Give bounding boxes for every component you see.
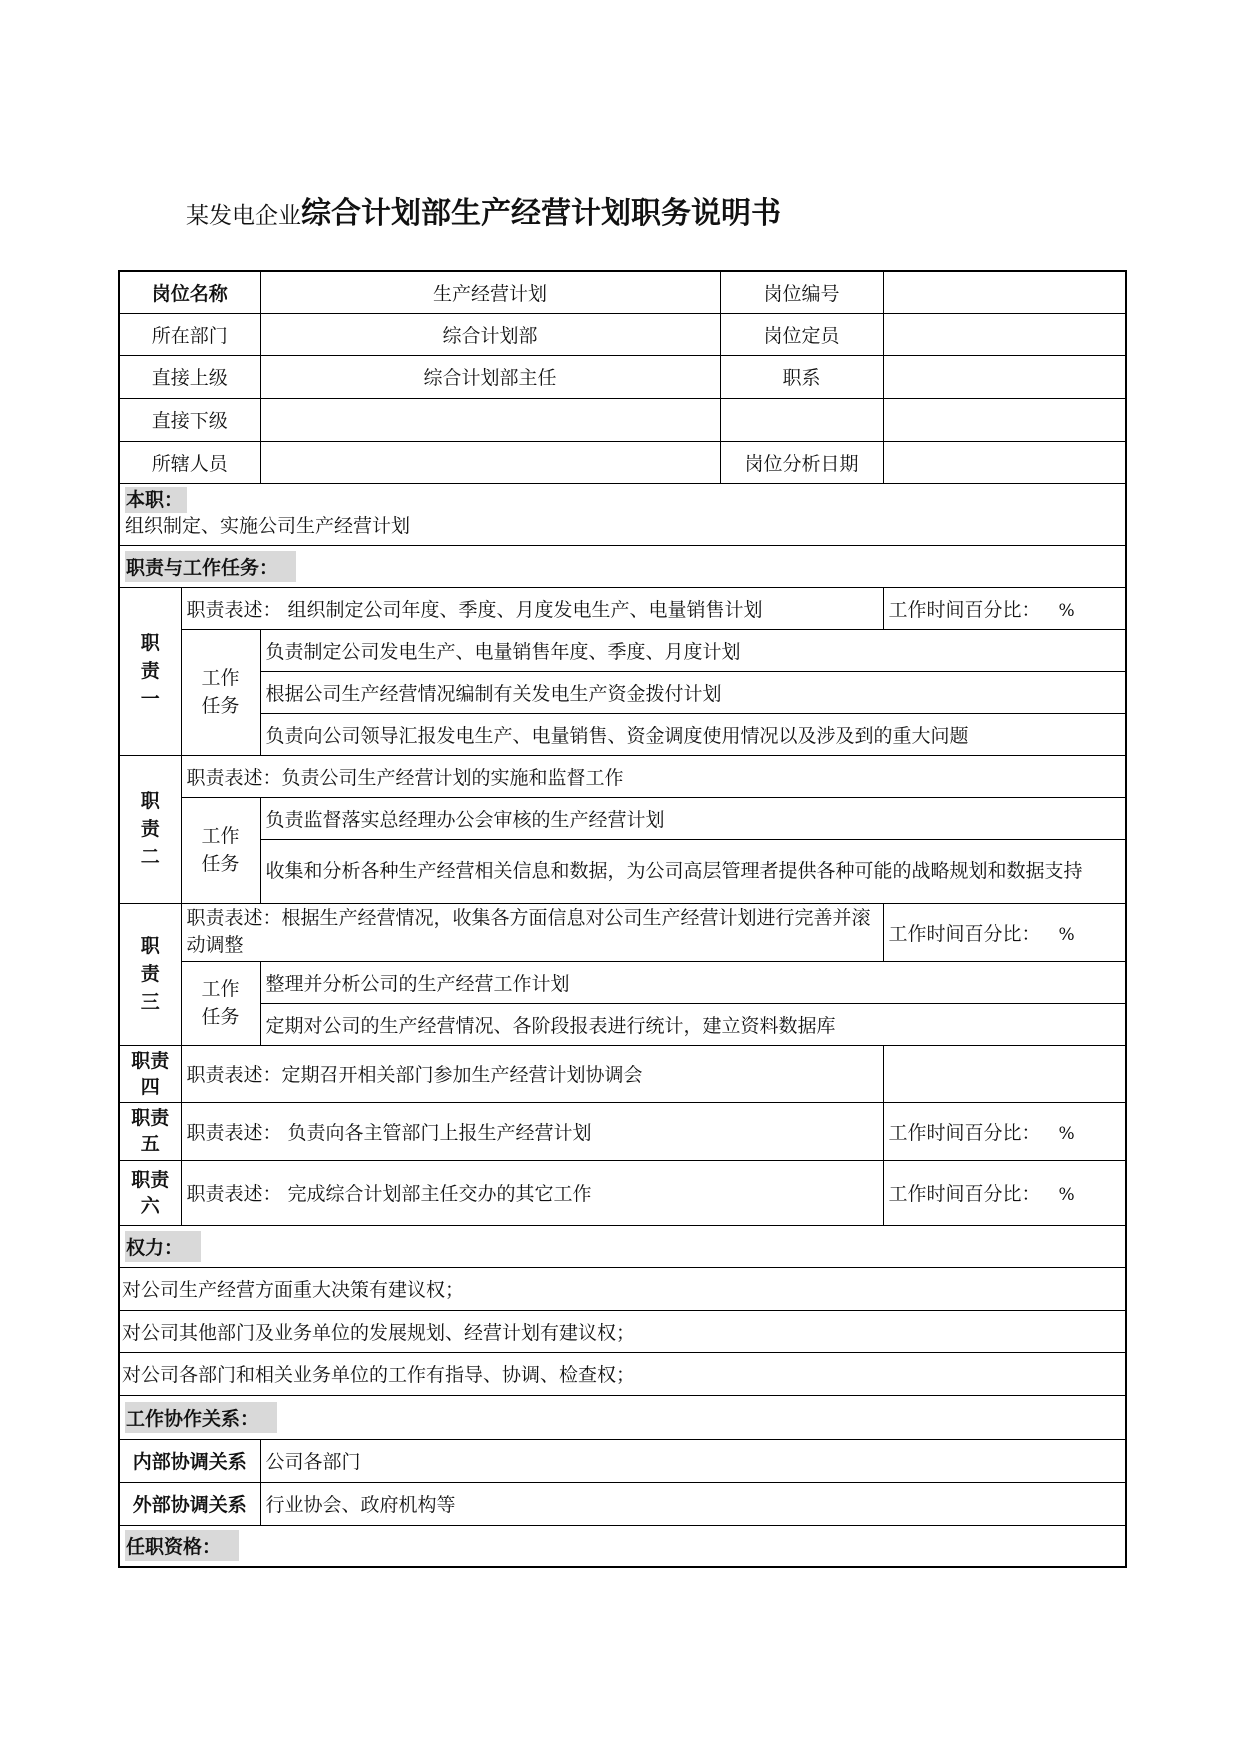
duty-6-row — [119, 1160, 1126, 1225]
row-duties-header — [119, 545, 1126, 587]
duty-5-row — [119, 1102, 1126, 1160]
duty-1-task-2: 根据公司生产经营情况编制有关发电生产资金拨付计划 — [260, 671, 1126, 713]
row-dept — [119, 313, 1126, 355]
duty-3-task-row-1 — [119, 961, 1126, 1003]
row-relations-header — [119, 1395, 1126, 1439]
row-qualification-header — [119, 1525, 1126, 1567]
benzhi-text: 组织制定、实施公司生产经营计划 — [125, 514, 411, 537]
duty-1-task-row-2 — [119, 671, 1126, 713]
document-title — [186, 188, 781, 232]
jurisdiction-label: 所辖人员 — [119, 441, 260, 483]
superior-value: 综合计划部主任 — [260, 355, 720, 398]
row-subordinate — [119, 398, 1126, 441]
duty-3-name: 职 责 三 — [119, 903, 181, 1045]
duty-5-name: 职责 五 — [119, 1102, 181, 1160]
duty-4-desc: 职责表述：定期召开相关部门参加生产经营计划协调会 — [181, 1045, 883, 1102]
subordinate-extra-value — [883, 398, 1126, 441]
duty-1-desc-row — [119, 587, 1126, 629]
post-name-label: 岗位名称 — [119, 271, 260, 313]
post-no-label: 岗位编号 — [720, 271, 883, 313]
duty-2-task-label: 工作 任务 — [181, 797, 260, 903]
jurisdiction-value — [260, 441, 720, 483]
duty-2-task-row-1 — [119, 797, 1126, 839]
duty-6-name: 职责 六 — [119, 1160, 181, 1225]
duty-4-name: 职责 四 — [119, 1045, 181, 1102]
row-internal — [119, 1439, 1126, 1482]
staffing-value — [883, 313, 1126, 355]
duty-3-desc: 职责表述：根据生产经营情况，收集各方面信息对公司生产经营计划进行完善并滚动调整 — [181, 903, 883, 961]
duty-3-desc-row — [119, 903, 1126, 961]
duties-section-label: 职责与工作任务： — [125, 551, 296, 582]
staffing-label: 岗位定员 — [720, 313, 883, 355]
duty-3-pct: 工作时间百分比： % — [883, 903, 1126, 961]
power-item-row-3 — [119, 1352, 1126, 1395]
benzhi-cell — [119, 483, 1126, 545]
analysis-date-label: 岗位分析日期 — [720, 441, 883, 483]
power-item-2: 对公司其他部门及业务单位的发展规划、经营计划有建议权； — [119, 1310, 1126, 1352]
duty-2-task-1: 负责监督落实总经理办公会审核的生产经营计划 — [260, 797, 1126, 839]
row-external — [119, 1482, 1126, 1525]
duty-1-task-row-1 — [119, 629, 1126, 671]
duty-1-task-1: 负责制定公司发电生产、电量销售年度、季度、月度计划 — [260, 629, 1126, 671]
dept-value: 综合计划部 — [260, 313, 720, 355]
duty-5-desc: 职责表述： 负责向各主管部门上报生产经营计划 — [181, 1102, 883, 1160]
duty-1-desc: 职责表述： 组织制定公司年度、季度、月度发电生产、电量销售计划 — [181, 587, 883, 629]
row-post-name — [119, 271, 1126, 313]
row-jurisdiction — [119, 441, 1126, 483]
analysis-date-value — [883, 441, 1126, 483]
duty-4-pct-empty — [883, 1045, 1126, 1102]
duty-2-task-row-2 — [119, 839, 1126, 903]
power-item-row-2 — [119, 1310, 1126, 1352]
superior-label: 直接上级 — [119, 355, 260, 398]
duty-2-task-2: 收集和分析各种生产经营相关信息和数据，为公司高层管理者提供各种可能的战略规划和数据支持 — [260, 839, 1126, 903]
duty-2-desc: 职责表述：负责公司生产经营计划的实施和监督工作 — [181, 755, 1126, 797]
title-prefix: 某发电企业 — [186, 203, 301, 229]
duty-4-row — [119, 1045, 1126, 1102]
row-power-header — [119, 1225, 1126, 1267]
row-superior — [119, 355, 1126, 398]
duty-2-name: 职 责 二 — [119, 755, 181, 903]
duty-5-pct: 工作时间百分比： % — [883, 1102, 1126, 1160]
power-header-cell — [119, 1225, 1126, 1267]
relations-section-label: 工作协作关系： — [125, 1402, 277, 1433]
duty-3-task-label: 工作 任务 — [181, 961, 260, 1045]
external-value: 行业协会、政府机构等 — [260, 1482, 1126, 1525]
duty-1-pct: 工作时间百分比： % — [883, 587, 1126, 629]
duty-6-pct: 工作时间百分比： % — [883, 1160, 1126, 1225]
power-section-label: 权力： — [125, 1231, 201, 1262]
duty-1-task-row-3 — [119, 713, 1126, 755]
relations-header-cell — [119, 1395, 1126, 1439]
duty-1-task-3: 负责向公司领导汇报发电生产、电量销售、资金调度使用情况以及涉及到的重大问题 — [260, 713, 1126, 755]
title-main: 综合计划部生产经营计划职务说明书 — [301, 196, 781, 231]
series-label: 职系 — [720, 355, 883, 398]
post-no-value — [883, 271, 1126, 313]
duty-1-name: 职 责 一 — [119, 587, 181, 755]
subordinate-extra-cell — [720, 398, 883, 441]
subordinate-label: 直接下级 — [119, 398, 260, 441]
power-item-row-1 — [119, 1267, 1126, 1310]
duty-6-desc: 职责表述： 完成综合计划部主任交办的其它工作 — [181, 1160, 883, 1225]
internal-value: 公司各部门 — [260, 1439, 1126, 1482]
power-item-3: 对公司各部门和相关业务单位的工作有指导、协调、检查权； — [119, 1352, 1126, 1395]
qualification-section-label: 任职资格： — [125, 1530, 239, 1561]
subordinate-value — [260, 398, 720, 441]
power-item-1: 对公司生产经营方面重大决策有建议权； — [119, 1267, 1126, 1310]
row-benzhi — [119, 483, 1126, 545]
duties-header-cell — [119, 545, 1126, 587]
duty-2-desc-row — [119, 755, 1126, 797]
external-label: 外部协调关系 — [119, 1482, 260, 1525]
duty-3-task-2: 定期对公司的生产经营情况、各阶段报表进行统计，建立资料数据库 — [260, 1003, 1126, 1045]
qualification-header-cell — [119, 1525, 1126, 1567]
internal-label: 内部协调关系 — [119, 1439, 260, 1482]
duty-3-task-row-2 — [119, 1003, 1126, 1045]
duty-3-task-1: 整理并分析公司的生产经营工作计划 — [260, 961, 1126, 1003]
duty-1-task-label: 工作 任务 — [181, 629, 260, 755]
series-value — [883, 355, 1126, 398]
dept-label: 所在部门 — [119, 313, 260, 355]
benzhi-label: 本职： — [125, 487, 187, 513]
post-name-value: 生产经营计划 — [260, 271, 720, 313]
job-description-table — [118, 270, 1127, 1568]
